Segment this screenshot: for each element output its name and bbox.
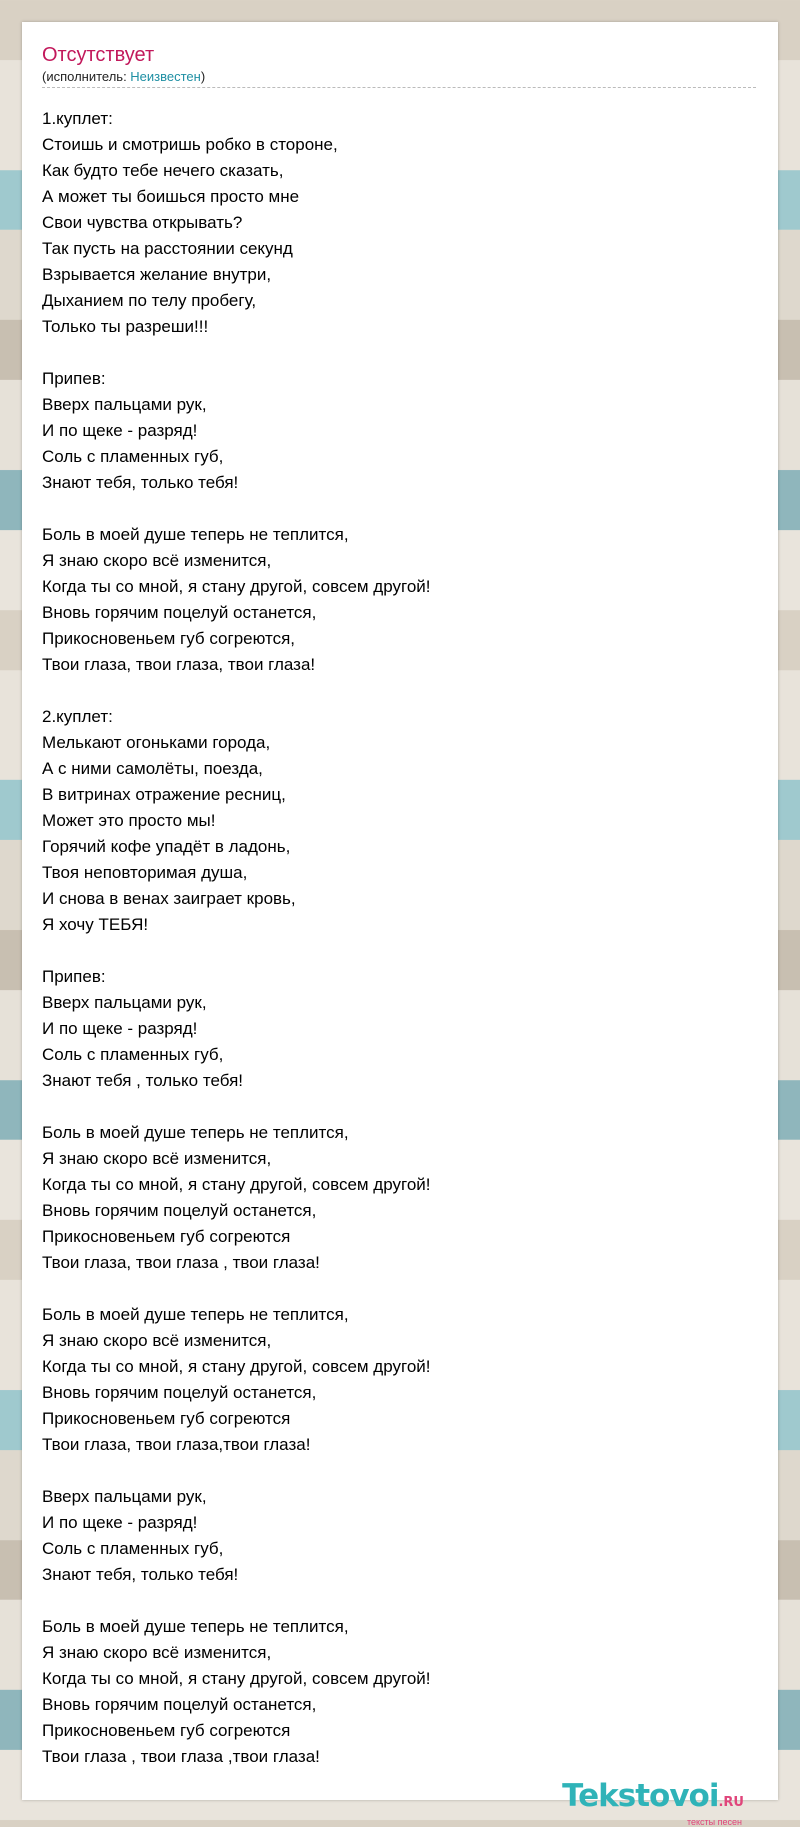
artist-suffix: ): [200, 69, 206, 84]
lyrics-line: Прикосновеньем губ согреются,: [42, 629, 296, 648]
lyrics-line: Вновь горячим поцелуй останется,: [42, 1695, 317, 1714]
logo-tagline: тексты песен: [686, 1817, 742, 1827]
lyrics-line: Взрывается желание внутри,: [42, 265, 272, 284]
lyrics-line: И по щеке - разряд!: [42, 1513, 198, 1532]
lyrics-line: Соль с пламенных губ,: [42, 1045, 224, 1064]
lyrics-line: Соль с пламенных губ,: [42, 1539, 224, 1558]
lyrics-line: Когда ты со мной, я стану другой, совсем другой!: [42, 577, 431, 596]
lyrics-line: Прикосновеньем губ согреются: [42, 1227, 291, 1246]
lyrics-line: И по щеке - разряд!: [42, 1019, 198, 1038]
lyrics-line: Припев:: [42, 967, 106, 986]
lyrics-line: Я хочу ТЕБЯ!: [42, 915, 149, 934]
lyrics-line: Когда ты со мной, я стану другой, совсем другой!: [42, 1357, 431, 1376]
lyrics-line: Соль с пламенных губ,: [42, 447, 224, 466]
lyrics-line: Свои чувства открывать?: [42, 213, 243, 232]
artist-line: [42, 68, 756, 86]
lyrics-line: Припев:: [42, 369, 106, 388]
lyrics-stanza: [42, 522, 742, 678]
lyrics-line: Горячий кофе упадёт в ладонь,: [42, 837, 291, 856]
lyrics-body: [42, 106, 742, 1796]
lyrics-line: Когда ты со мной, я стану другой, совсем другой!: [42, 1669, 431, 1688]
lyrics-line: Вновь горячим поцелуй останется,: [42, 1201, 317, 1220]
lyrics-line: Может это просто мы!: [42, 811, 216, 830]
lyrics-card: [22, 22, 778, 1827]
lyrics-stanza: [42, 1484, 742, 1588]
lyrics-line: В витринах отражение ресниц,: [42, 785, 286, 804]
lyrics-stanza: [42, 1302, 742, 1458]
lyrics-line: Только ты разреши!!!: [42, 317, 209, 336]
lyrics-line: Вверх пальцами рук,: [42, 1487, 207, 1506]
lyrics-line: Твои глаза , твои глаза ,твои глаза!: [42, 1747, 320, 1766]
lyrics-line: Боль в моей душе теперь не теплится,: [42, 1123, 349, 1142]
lyrics-line: 1.куплет:: [42, 109, 113, 128]
lyrics-line: И по щеке - разряд!: [42, 421, 198, 440]
lyrics-line: Боль в моей душе теперь не теплится,: [42, 525, 349, 544]
lyrics-line: 2.куплет:: [42, 707, 113, 726]
lyrics-line: Мелькают огоньками города,: [42, 733, 271, 752]
lyrics-stanza: [42, 704, 742, 938]
lyrics-line: А может ты боишься просто мне: [42, 187, 300, 206]
artist-link[interactable]: Неизвестен: [130, 69, 201, 84]
lyrics-line: Знают тебя, только тебя!: [42, 473, 239, 492]
lyrics-line: Прикосновеньем губ согреются: [42, 1721, 291, 1740]
logo-domain: .RU: [718, 1795, 744, 1810]
lyrics-line: И снова в венах заиграет кровь,: [42, 889, 296, 908]
lyrics-stanza: [42, 106, 742, 340]
lyrics-line: Вновь горячим поцелуй останется,: [42, 603, 317, 622]
lyrics-line: Твоя неповторимая душа,: [42, 863, 248, 882]
lyrics-stanza: [42, 964, 742, 1094]
logo-wordmark: [562, 1780, 744, 1819]
song-title: Отсутствует: [42, 44, 155, 66]
lyrics-line: Так пусть на расстоянии секунд: [42, 239, 293, 258]
lyrics-line: Вверх пальцами рук,: [42, 395, 207, 414]
lyrics-stanza: [42, 1120, 742, 1276]
lyrics-line: Боль в моей душе теперь не теплится,: [42, 1305, 349, 1324]
lyrics-line: Боль в моей душе теперь не теплится,: [42, 1617, 349, 1636]
lyrics-line: Знают тебя, только тебя!: [42, 1565, 239, 1584]
lyrics-line: Твои глаза, твои глаза, твои глаза!: [42, 655, 316, 674]
lyrics-line: Твои глаза, твои глаза,твои глаза!: [42, 1435, 311, 1454]
lyrics-line: Твои глаза, твои глаза , твои глаза!: [42, 1253, 320, 1272]
lyrics-line: А с ними самолёты, поезда,: [42, 759, 263, 778]
lyrics-line: Знают тебя , только тебя!: [42, 1071, 244, 1090]
lyrics-line: Я знаю скоро всё изменится,: [42, 1643, 272, 1662]
lyrics-line: Дыханием по телу пробегу,: [42, 291, 257, 310]
lyrics-line: Я знаю скоро всё изменится,: [42, 551, 272, 570]
lyrics-line: Я знаю скоро всё изменится,: [42, 1149, 272, 1168]
song-header: [42, 42, 756, 88]
lyrics-line: Вновь горячим поцелуй останется,: [42, 1383, 317, 1402]
lyrics-line: Прикосновеньем губ согреются: [42, 1409, 291, 1428]
lyrics-line: Вверх пальцами рук,: [42, 993, 207, 1012]
logo-main-text: Tekstovoi: [562, 1778, 719, 1814]
lyrics-stanza: [42, 1614, 742, 1770]
lyrics-line: Стоишь и смотришь робко в стороне,: [42, 135, 338, 154]
lyrics-stanza: [42, 366, 742, 496]
lyrics-line: Я знаю скоро всё изменится,: [42, 1331, 272, 1350]
lyrics-line: Как будто тебе нечего сказать,: [42, 161, 284, 180]
artist-prefix: (исполнитель:: [42, 69, 131, 84]
lyrics-line: Когда ты со мной, я стану другой, совсем другой!: [42, 1175, 431, 1194]
